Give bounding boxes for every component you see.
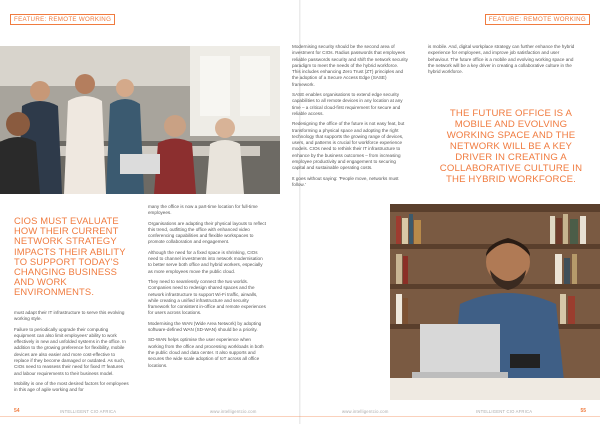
office-team-photo (0, 46, 280, 194)
paragraph: Mobility is one of the most desired factors for employees in this age of agile working and for (14, 380, 129, 393)
left-column-2 (148, 204, 266, 373)
paragraph: SD-WAN helps optimise the user experience when working from the office and processing workloads in both the public cloud and data center. It also supports and secures the wide scale adoption of IoT across all office locations. (148, 337, 264, 368)
man-laptop-photo (390, 204, 600, 400)
footer-url-left[interactable]: www.intelligentcio.com (210, 409, 257, 414)
paragraph: Failure to periodically upgrade their computing equipment can also limit employees' ability to work effectively in new and unfolded systems in the office. In addition to the growing preference for flexibility, mobile devices are also easier and more cost-effective to replace if they become damaged or outdated. As such, CIOs need to reassess their need for fixed IT features and labour requirements to their business model. (14, 326, 126, 376)
paragraph: SASE enables organisations to extend edge security capabilities to all remote devices in any location at any time – a critical cloud-first requirement for secure and reliable access. (292, 92, 403, 116)
page-number-right: 55 (580, 408, 586, 414)
footer (0, 406, 600, 424)
footer-rule (0, 416, 600, 417)
footer-brand-left: INTELLIGENT CIO AFRICA (60, 409, 117, 414)
office-team-illustration (0, 46, 280, 194)
paragraph: They need to seamlessly connect the two worlds. Companies need to redesign shared spaces and the network infrastructure to support Wi-Fi traffic, airwalls, while creating a unified infrastructure and security framework for consistent in-office and remote experiences for users across locations. (148, 278, 266, 316)
paragraph: Redesigning the office of the future is not easy feat, but transforming a physical space and adopting the right technology that supports the growing range of devices, users, and patterns is crucial for workforce experience models. CIOs need to rethink their IT infrastructure to enhance by the business outcomes – from increasing employee productivity and engagement to securing capital and sustainable operating costs. (292, 121, 405, 171)
right-column-1 (292, 44, 408, 192)
page-number-left: 54 (14, 408, 20, 414)
paragraph: is mobile. And, digital workplace strategy can further enhance the hybrid experience for employees, and improve job satisfaction and user behaviour. The future office is a mobile and evolving working space and the network will be a key driver in creating a collaborative culture in the hybrid workforce. (428, 44, 575, 75)
paragraph: It goes without saying: 'People move, networks must follow.' (292, 175, 399, 187)
left-column-1 (14, 310, 130, 398)
footer-url-right[interactable]: www.intelligentcio.com (342, 409, 389, 414)
paragraph: Although the need for a fixed space is shrinking, CIOs need to channel investments into network modernisation to better serve both office and hybrid workers, especially as more employees move the public cloud. (148, 249, 263, 274)
left-pull-quote: CIOS MUST EVALUATE HOW THEIR CURRENT NETWORK STRATEGY IMPACTS THEIR ABILITY TO SUPPORT TODAY'S CHANGING BUSINESS AND WORK ENVIRONMENTS. (14, 215, 126, 298)
paragraph: Organisations are adapting their physical layouts to reflect this trend, outfitting the office with enhanced video conferencing capabilities and flexible workspaces to promote collaboration and engagement. (148, 220, 266, 245)
paragraph: Modernising security should be the second area of investment for CIOs. Radius passwords that employees reliable passwords security and shift the network security paradigm to meet the needs of the hybrid workforce. This includes enhancing Zero Trust (ZT) principles and the adoption of a Secure Access Edge (SASE) framework. (292, 44, 408, 87)
section-tag-right: FEATURE: REMOTE WORKING (485, 14, 590, 25)
right-pull-quote: THE FUTURE OFFICE IS A MOBILE AND EVOLVING WORKING SPACE AND THE NETWORK WILL BE A KEY DRIVER IN CREATING A COLLABORATIVE CULTURE IN THE HYBRID WORKFORCE. (439, 108, 583, 185)
footer-brand-right: INTELLIGENT CIO AFRICA (476, 409, 533, 414)
section-tag-left: FEATURE: REMOTE WORKING (10, 14, 115, 25)
right-column-2 (428, 44, 578, 79)
paragraph: must adapt their IT infrastructure to serve this evolving working style. (14, 310, 125, 322)
paragraph: many the office is now a part-time location for full-time employees. (148, 204, 258, 216)
paragraph: Modernising the WAN (Wide Area Network) by adopting software-defined WAN (SD-WAN) should be a priority. (148, 320, 262, 333)
man-laptop-illustration (390, 204, 600, 400)
